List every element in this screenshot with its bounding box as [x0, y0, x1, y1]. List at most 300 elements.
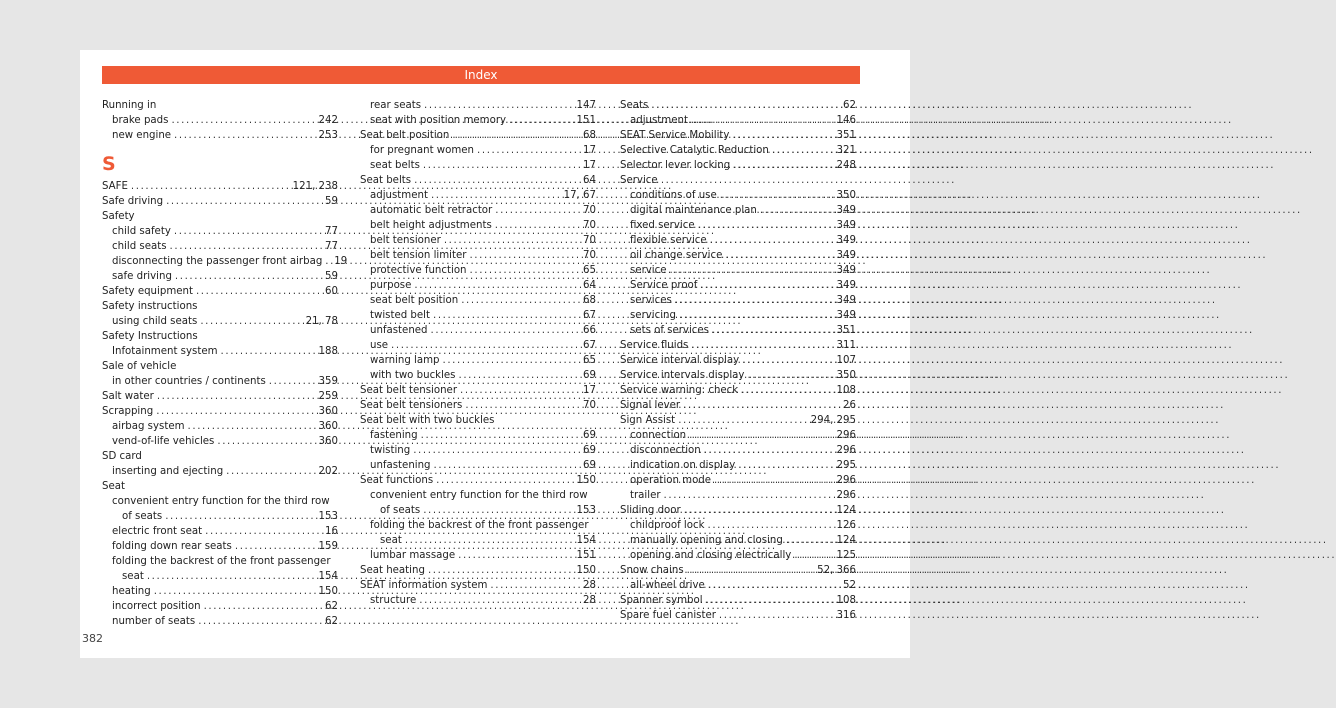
entry-term: SEAT Service Mobility: [620, 130, 730, 141]
dot-leader: [165, 509, 315, 524]
index-entry: [360, 473, 596, 488]
index-entry: [360, 248, 596, 263]
entry-page-ref[interactable]: 62: [325, 616, 338, 627]
entry-page-ref[interactable]: 108: [836, 385, 856, 396]
entry-term: Snow chains: [620, 565, 684, 576]
dot-leader: [719, 608, 834, 623]
entry-page-ref[interactable]: 349: [836, 265, 856, 276]
dot-leader: [470, 263, 581, 278]
index-entry: [360, 263, 596, 278]
entry-page-ref[interactable]: 349: [836, 235, 856, 246]
entry-term: Infotainment system: [112, 346, 218, 357]
entry-term: belt tensioner: [370, 235, 441, 246]
index-entry: [360, 233, 596, 248]
entry-term: brake pads: [112, 115, 169, 126]
index-entry: [360, 338, 596, 353]
index-entry: [360, 503, 596, 518]
index-entry: [620, 473, 856, 488]
entry-term: adjustment: [370, 190, 428, 201]
entry-page-ref[interactable]: 70: [583, 205, 596, 216]
entry-page-ref[interactable]: 65: [583, 265, 596, 276]
page-number: 382: [82, 632, 103, 645]
index-entry: [102, 209, 338, 224]
entry-term: folding the backrest of the front passenger: [112, 556, 331, 567]
entry-page-ref[interactable]: 28: [583, 595, 596, 606]
index-entry: [620, 503, 856, 518]
entry-page-ref[interactable]: 69: [583, 370, 596, 381]
index-entry: [102, 419, 338, 434]
index-entry: [102, 113, 338, 128]
index-entry: [360, 398, 596, 413]
dot-leader: [196, 284, 322, 299]
index-entry: [620, 233, 856, 248]
entry-term: convenient entry function for the third row: [370, 490, 588, 501]
index-entry: [620, 98, 856, 113]
dot-leader: [747, 368, 833, 383]
entry-term: twisted belt: [370, 310, 430, 321]
dot-leader: [460, 383, 580, 398]
entry-term: Seats: [620, 100, 649, 111]
entry-page-ref[interactable]: 126: [836, 520, 856, 531]
entry-term: Sale of vehicle: [102, 361, 177, 372]
entry-term: Running in: [102, 100, 157, 111]
entry-page-ref[interactable]: 151: [576, 115, 596, 126]
entry-page-ref[interactable]: 147: [576, 100, 596, 111]
index-entry: [620, 158, 856, 173]
dot-leader: [171, 113, 315, 128]
entry-page-ref[interactable]: 67: [583, 340, 596, 351]
dot-leader: [738, 458, 833, 473]
entry-page-ref[interactable]: 62: [325, 601, 338, 612]
entry-page-ref[interactable]: 28: [583, 580, 596, 591]
entry-term: warning lamp: [370, 355, 440, 366]
entry-page-ref[interactable]: 60: [325, 286, 338, 297]
entry-page-ref[interactable]: 350: [836, 370, 856, 381]
entry-term: of seats: [122, 511, 163, 522]
entry-page-ref[interactable]: 69: [583, 445, 596, 456]
entry-page-ref[interactable]: 349: [836, 205, 856, 216]
entry-page-ref[interactable]: 59: [325, 271, 338, 282]
entry-page-ref[interactable]: 349: [836, 250, 856, 261]
entry-term: Safety equipment: [102, 286, 193, 297]
index-entry: [102, 299, 338, 314]
entry-term: manually opening and closing: [630, 535, 783, 546]
index-entry: [102, 449, 338, 464]
entry-term: use: [370, 340, 389, 351]
dot-leader: [405, 533, 574, 548]
index-entry: [620, 293, 856, 308]
entry-term: child seats: [112, 241, 167, 252]
index-entry: [102, 344, 338, 359]
index-entry: [102, 509, 338, 524]
entry-page-ref[interactable]: 349: [836, 220, 856, 231]
index-entry: [102, 389, 338, 404]
dot-leader: [465, 398, 580, 413]
entry-term: Service intervals display: [620, 370, 745, 381]
dot-leader: [772, 143, 834, 158]
index-entry: [620, 323, 856, 338]
entry-term: Seat heating: [360, 565, 425, 576]
entry-page-ref[interactable]: 52, 366: [817, 565, 856, 576]
entry-term: Selective Catalytic Reduction: [620, 145, 769, 156]
index-entry: [360, 353, 596, 368]
entry-page-ref[interactable]: 16: [325, 526, 338, 537]
dot-leader: [684, 503, 834, 518]
entry-page-ref[interactable]: 349: [836, 280, 856, 291]
entry-page-ref[interactable]: 316: [836, 610, 856, 621]
dot-leader: [700, 278, 833, 293]
entry-page-ref[interactable]: 259: [318, 391, 338, 402]
entry-term: convenient entry function for the third row: [112, 496, 330, 507]
dot-leader: [704, 443, 834, 458]
index-entry: [360, 383, 596, 398]
index-entry: [620, 338, 856, 353]
entry-page-ref[interactable]: 360: [318, 406, 338, 417]
entry-page-ref[interactable]: 351: [836, 325, 856, 336]
dot-leader: [413, 443, 580, 458]
index-entry: [620, 203, 856, 218]
dot-leader: [217, 434, 315, 449]
index-entry: [102, 314, 338, 329]
entry-page-ref[interactable]: 77: [325, 241, 338, 252]
entry-term: flexible service: [630, 235, 707, 246]
entry-term: Safety Instructions: [102, 331, 198, 342]
dot-leader: [495, 218, 580, 233]
dot-leader: [436, 473, 573, 488]
entry-term: Selector lever locking: [620, 160, 731, 171]
entry-page-ref[interactable]: 296: [836, 490, 856, 501]
entry-page-ref[interactable]: 296: [836, 475, 856, 486]
dot-leader: [670, 263, 834, 278]
entry-page-ref[interactable]: 62: [843, 100, 856, 111]
entry-term: connection: [630, 430, 687, 441]
index-column-1: [102, 98, 348, 629]
entry-page-ref[interactable]: 64: [583, 280, 596, 291]
entry-term: safe driving: [112, 271, 172, 282]
entry-page-ref[interactable]: 107: [836, 355, 856, 366]
dot-leader: [175, 269, 322, 284]
dot-leader: [461, 293, 580, 308]
entry-term: seat with position memory: [370, 115, 507, 126]
index-entry: [360, 413, 596, 428]
index-entry: [102, 269, 338, 284]
entry-term: Signal lever: [620, 400, 681, 411]
entry-term: electric front seat: [112, 526, 203, 537]
entry-page-ref[interactable]: 125: [836, 550, 856, 561]
index-entry: [102, 224, 338, 239]
entry-page-ref[interactable]: 124: [836, 505, 856, 516]
entry-page-ref[interactable]: 70: [583, 220, 596, 231]
index-entry: [102, 404, 338, 419]
entry-page-ref[interactable]: 67: [583, 310, 596, 321]
entry-page-ref[interactable]: 350: [836, 190, 856, 201]
index-entry: [102, 254, 348, 269]
index-entry: [620, 368, 856, 383]
entry-page-ref[interactable]: 70: [583, 400, 596, 411]
index-entry: [102, 539, 338, 554]
index-entry: [360, 458, 596, 473]
entry-term: digital maintenance plan: [630, 205, 757, 216]
dot-leader: [742, 353, 833, 368]
entry-page-ref[interactable]: 294, 295: [810, 415, 856, 426]
dot-leader: [154, 584, 316, 599]
entry-term: lumbar massage: [370, 550, 456, 561]
entry-page-ref[interactable]: 360: [318, 436, 338, 447]
entry-page-ref[interactable]: 17: [583, 160, 596, 171]
index-entry: [360, 308, 596, 323]
entry-page-ref[interactable]: 153: [318, 511, 338, 522]
index-entry: [620, 263, 856, 278]
entry-term: opening and closing electrically: [630, 550, 792, 561]
index-entry: [360, 518, 596, 533]
entry-term: heating: [112, 586, 151, 597]
entry-page-ref[interactable]: 150: [318, 586, 338, 597]
entry-term: seat belt position: [370, 295, 459, 306]
entry-term: unfastening: [370, 460, 431, 471]
dot-leader: [691, 113, 834, 128]
dot-leader: [760, 203, 834, 218]
index-entry: [360, 293, 596, 308]
dot-leader: [428, 563, 574, 578]
entry-page-ref[interactable]: 359: [318, 376, 338, 387]
entry-page-ref[interactable]: 242: [318, 115, 338, 126]
entry-term: SEAT information system: [360, 580, 488, 591]
entry-page-ref[interactable]: 21, 78: [305, 316, 338, 327]
dot-leader: [732, 128, 833, 143]
index-entry: [102, 479, 338, 494]
entry-page-ref[interactable]: 68: [583, 295, 596, 306]
dot-leader: [166, 194, 322, 209]
entry-term: Sliding door: [620, 505, 681, 516]
entry-page-ref[interactable]: 349: [836, 310, 856, 321]
entry-term: oil change service: [630, 250, 723, 261]
index-entry: [360, 488, 596, 503]
dot-leader: [678, 413, 807, 428]
entry-page-ref[interactable]: 26: [843, 400, 856, 411]
entry-term: trailer: [630, 490, 661, 501]
entry-page-ref[interactable]: 108: [836, 595, 856, 606]
entry-page-ref[interactable]: 146: [836, 115, 856, 126]
dot-leader: [226, 464, 315, 479]
index-entry: [620, 458, 856, 473]
entry-page-ref[interactable]: 124: [836, 535, 856, 546]
index-entry: [360, 368, 596, 383]
entry-page-ref[interactable]: 360: [318, 421, 338, 432]
index-entry: [620, 398, 856, 413]
entry-term: Seat belt position: [360, 130, 450, 141]
dot-leader: [205, 524, 322, 539]
entry-term: belt tension limiter: [370, 250, 467, 261]
entry-term: Salt water: [102, 391, 154, 402]
index-column-3: [620, 98, 856, 623]
index-entry: [102, 584, 338, 599]
index-entry: [102, 524, 338, 539]
entry-term: indication on display: [630, 460, 736, 471]
entry-page-ref[interactable]: 248: [836, 160, 856, 171]
entry-page-ref[interactable]: 52: [843, 580, 856, 591]
entry-page-ref[interactable]: 70: [583, 235, 596, 246]
index-entry: [620, 608, 856, 623]
entry-term: child safety: [112, 226, 171, 237]
entry-page-ref[interactable]: 150: [576, 475, 596, 486]
entry-page-ref[interactable]: 64: [583, 175, 596, 186]
entry-page-ref[interactable]: 77: [325, 226, 338, 237]
entry-term: Seat belts: [360, 175, 412, 186]
entry-term: Seat belt with two buckles: [360, 415, 495, 426]
dot-leader: [458, 368, 580, 383]
entry-term: Sign Assist: [620, 415, 676, 426]
index-entry: [620, 308, 856, 323]
dot-leader: [174, 224, 322, 239]
index-entry: [360, 143, 596, 158]
entry-page-ref[interactable]: 321: [836, 145, 856, 156]
index-entry: [360, 278, 596, 293]
dot-leader: [414, 278, 580, 293]
index-entry: [102, 194, 338, 209]
entry-page-ref[interactable]: 153: [576, 505, 596, 516]
dot-leader: [733, 158, 833, 173]
entry-term: Seat belt tensioners: [360, 400, 463, 411]
entry-term: Seat: [102, 481, 125, 492]
index-entry: [102, 359, 338, 374]
index-entry: [102, 374, 338, 389]
entry-page-ref[interactable]: 17: [583, 385, 596, 396]
entry-term: in other countries / continents: [112, 376, 266, 387]
entry-page-ref[interactable]: 159: [318, 541, 338, 552]
dot-leader: [794, 548, 833, 563]
index-entry: [620, 548, 856, 563]
index-entry: [620, 248, 856, 263]
entry-term: vend-of-life vehicles: [112, 436, 215, 447]
entry-term: Service warning: check: [620, 385, 739, 396]
entry-term: Seat functions: [360, 475, 434, 486]
entry-page-ref[interactable]: 121, 238: [292, 181, 338, 192]
index-entry: [102, 179, 338, 194]
entry-page-ref[interactable]: 202: [318, 466, 338, 477]
index-entry: [102, 614, 338, 629]
entry-page-ref[interactable]: 296: [836, 430, 856, 441]
index-column-2: [360, 98, 596, 608]
index-entry: [620, 143, 856, 158]
index-entry: [360, 158, 596, 173]
entry-term: Safety: [102, 211, 135, 222]
entry-term: adjustment: [630, 115, 688, 126]
entry-term: rear seats: [370, 100, 422, 111]
index-entry: [360, 443, 596, 458]
dot-leader: [452, 128, 580, 143]
dot-leader: [147, 569, 316, 584]
dot-leader: [477, 143, 580, 158]
entry-page-ref[interactable]: 154: [576, 535, 596, 546]
index-entry: [620, 113, 856, 128]
index-entry: [620, 518, 856, 533]
dot-leader: [444, 233, 580, 248]
entry-page-ref[interactable]: 17: [583, 145, 596, 156]
entry-term: for pregnant women: [370, 145, 475, 156]
entry-term: disconnection: [630, 445, 701, 456]
index-entry: [620, 443, 856, 458]
entry-page-ref[interactable]: 351: [836, 130, 856, 141]
entry-page-ref[interactable]: 65: [583, 355, 596, 366]
index-entry: [360, 563, 596, 578]
entry-page-ref[interactable]: 69: [583, 460, 596, 471]
entry-page-ref[interactable]: 296: [836, 445, 856, 456]
dot-leader: [433, 308, 580, 323]
dot-leader: [188, 419, 316, 434]
entry-term: fixed service: [630, 220, 695, 231]
entry-page-ref[interactable]: 311: [836, 340, 856, 351]
dot-leader: [495, 203, 580, 218]
entry-term: service: [630, 265, 667, 276]
dot-leader: [679, 308, 834, 323]
entry-term: seat belts: [370, 160, 420, 171]
entry-term: folding the backrest of the front passenger: [370, 520, 589, 531]
entry-term: Service: [620, 175, 658, 186]
index-entry: [360, 428, 596, 443]
entry-term: Seat belt tensioner: [360, 385, 458, 396]
index-entry: [102, 98, 338, 113]
index-entry: [102, 464, 338, 479]
dot-leader: [423, 158, 580, 173]
dot-leader: [687, 563, 814, 578]
entry-page-ref[interactable]: 188: [318, 346, 338, 357]
entry-term: servicing: [630, 310, 676, 321]
entry-page-ref[interactable]: 66: [583, 325, 596, 336]
index-entry: [620, 428, 856, 443]
index-entry: [620, 578, 856, 593]
entry-page-ref[interactable]: 150: [576, 565, 596, 576]
dot-leader: [204, 599, 322, 614]
index-entry: [620, 128, 856, 143]
dot-leader: [725, 248, 833, 263]
entry-page-ref[interactable]: 70: [583, 250, 596, 261]
entry-term: twisting: [370, 445, 411, 456]
dot-leader: [675, 293, 834, 308]
dot-leader: [664, 488, 834, 503]
entry-page-ref[interactable]: 151: [576, 550, 596, 561]
dot-leader: [707, 518, 833, 533]
dot-leader: [131, 179, 290, 194]
entry-page-ref[interactable]: 19: [334, 256, 348, 267]
entry-page-ref[interactable]: 59: [325, 196, 338, 207]
entry-term: services: [630, 295, 672, 306]
entry-page-ref[interactable]: 69: [583, 430, 596, 441]
entry-term: Safety instructions: [102, 301, 198, 312]
dot-leader: [443, 353, 581, 368]
entry-term: Safe driving: [102, 196, 164, 207]
entry-page-ref[interactable]: 295: [836, 460, 856, 471]
entry-term: operation mode: [630, 475, 712, 486]
entry-page-ref[interactable]: 17, 67: [563, 190, 596, 201]
entry-term: folding down rear seats: [112, 541, 232, 552]
entry-page-ref[interactable]: 68: [583, 130, 596, 141]
dot-leader: [712, 323, 834, 338]
entry-page-ref[interactable]: 253: [318, 130, 338, 141]
dot-leader: [157, 389, 316, 404]
index-entry: [102, 239, 338, 254]
entry-page-ref[interactable]: 349: [836, 295, 856, 306]
dot-leader: [509, 113, 573, 128]
index-entry: [360, 203, 596, 218]
dot-leader: [714, 473, 834, 488]
section-letter: S: [102, 153, 116, 175]
entry-term: unfastened: [370, 325, 428, 336]
dot-leader: [708, 578, 840, 593]
dot-leader: [269, 374, 316, 389]
index-entry: [360, 548, 596, 563]
dot-leader: [391, 338, 580, 353]
entry-page-ref[interactable]: 154: [318, 571, 338, 582]
